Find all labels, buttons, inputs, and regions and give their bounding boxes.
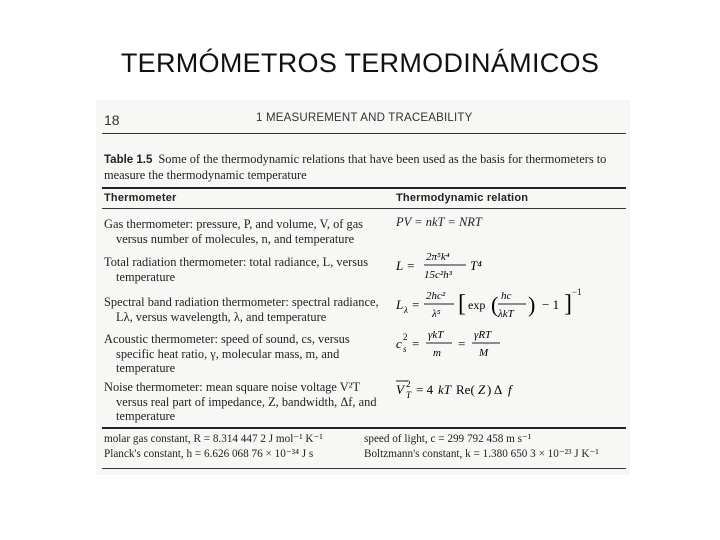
- table-row-total-radiation: [104, 255, 404, 284]
- row-text-line: temperature: [116, 269, 176, 284]
- svg-text:2: 2: [403, 332, 408, 342]
- footer-rule: [102, 468, 626, 469]
- formula-spectral-radiation: [396, 285, 621, 327]
- page-number: 18: [104, 112, 120, 128]
- formula-noise: [396, 376, 546, 404]
- relation-noise: [396, 376, 546, 408]
- row-text-line: Acoustic thermometer: speed of sound, cs, versus: [104, 332, 350, 346]
- row-text-line: Lλ, versus wavelength, λ, and temperature: [116, 309, 327, 324]
- svg-text:L: L: [396, 297, 404, 312]
- svg-text:Z: Z: [478, 382, 486, 397]
- table-row-gas: [104, 217, 404, 246]
- svg-text:λkT: λkT: [498, 308, 514, 320]
- relation-acoustic: [396, 324, 546, 370]
- svg-text:kT: kT: [438, 382, 451, 397]
- table-label: Table 1.5: [104, 154, 153, 166]
- svg-text:λ⁵: λ⁵: [432, 308, 441, 320]
- svg-text:exp: exp: [468, 298, 486, 312]
- constant-gas: molar gas constant, R = 8.314 447 2 J mol⁻¹ K⁻¹: [104, 433, 323, 445]
- svg-text:− 1: − 1: [542, 297, 560, 312]
- formula-acoustic: [396, 324, 546, 366]
- relation-gas: [396, 215, 482, 230]
- svg-text:f: f: [508, 382, 512, 397]
- row-text-line: Noise thermometer: mean square noise voltage V²T: [104, 380, 361, 394]
- table-caption: [104, 152, 624, 183]
- column-header-thermometer: Thermometer: [104, 192, 177, 204]
- table-row-spectral-radiation: [104, 295, 404, 324]
- formula-total-radiation: [396, 246, 516, 288]
- svg-text:L =: L =: [396, 258, 416, 273]
- slide-title: TERMÓMETROS TERMODINÁMICOS: [120, 48, 600, 78]
- svg-text:]: ]: [564, 291, 572, 317]
- header-bottom-rule: [102, 208, 626, 209]
- svg-text:) Δ: ) Δ: [487, 382, 503, 397]
- relation-text: PV = nkT = NRT: [396, 215, 482, 229]
- constant-planck: Planck's constant, h = 6.626 068 76 × 10⁻³⁴ J s: [104, 448, 314, 460]
- row-text-line: Spectral band radiation thermometer: spectral radiance,: [104, 295, 379, 309]
- svg-text:s: s: [403, 344, 407, 354]
- table-row-acoustic: [104, 332, 404, 376]
- svg-text:T⁴: T⁴: [470, 258, 482, 273]
- caption-text: Some of the thermodynamic relations that have been used as the basis for thermometers to measure the thermodynamic temperature: [104, 152, 607, 182]
- row-text-line: versus number of molecules, n, and temperature: [116, 231, 355, 246]
- svg-text:hc: hc: [501, 290, 512, 302]
- svg-text:2π⁵k⁴: 2π⁵k⁴: [426, 251, 450, 263]
- svg-text:2: 2: [406, 379, 411, 389]
- svg-text:=: =: [458, 336, 466, 351]
- svg-text:2hc²: 2hc²: [426, 290, 446, 302]
- svg-text:15c²h³: 15c²h³: [424, 269, 452, 281]
- svg-text:γRT: γRT: [474, 329, 492, 341]
- row-text-line: versus real part of impedance, Z, bandwidth, Δf, and: [116, 394, 377, 409]
- svg-text:Re(: Re(: [456, 382, 475, 397]
- row-text-line: Gas thermometer: pressure, P, and volume, V, of gas: [104, 217, 364, 231]
- table-top-rule: [102, 187, 626, 189]
- constant-boltzmann: Boltzmann's constant, k = 1.380 650 3 × 10⁻²³ J K⁻¹: [364, 448, 599, 460]
- svg-text:=: =: [412, 297, 420, 312]
- svg-text:= 4: = 4: [416, 382, 434, 397]
- svg-text:V: V: [396, 382, 404, 397]
- svg-text:T: T: [406, 390, 412, 400]
- row-text-line: specific heat ratio, γ, molecular mass, m, and: [116, 346, 340, 361]
- constant-light: speed of light, c = 299 792 458 m s⁻¹: [364, 433, 532, 445]
- svg-text:(: (: [491, 292, 499, 317]
- row-text-line: temperature: [116, 409, 176, 423]
- column-header-relation: Thermodynamic relation: [396, 192, 529, 204]
- svg-text:[: [: [458, 291, 466, 317]
- running-head: 1 MEASUREMENT AND TRACEABILITY: [256, 112, 473, 124]
- svg-text:−1: −1: [572, 287, 582, 297]
- svg-text:m: m: [433, 347, 441, 359]
- row-text-line: Total radiation thermometer: total radiance, L, versus: [104, 255, 369, 269]
- svg-text:λ: λ: [404, 305, 408, 315]
- table-bottom-rule: [102, 427, 626, 429]
- svg-text:γkT: γkT: [428, 329, 444, 341]
- table-row-noise: [104, 380, 404, 424]
- svg-text:=: =: [412, 336, 420, 351]
- header-rule: [102, 133, 626, 134]
- svg-text:c: c: [396, 336, 402, 351]
- row-text-line: temperature: [116, 361, 176, 375]
- svg-text:M: M: [479, 347, 489, 359]
- svg-text:): ): [528, 292, 536, 317]
- scanned-book-page: [96, 100, 630, 475]
